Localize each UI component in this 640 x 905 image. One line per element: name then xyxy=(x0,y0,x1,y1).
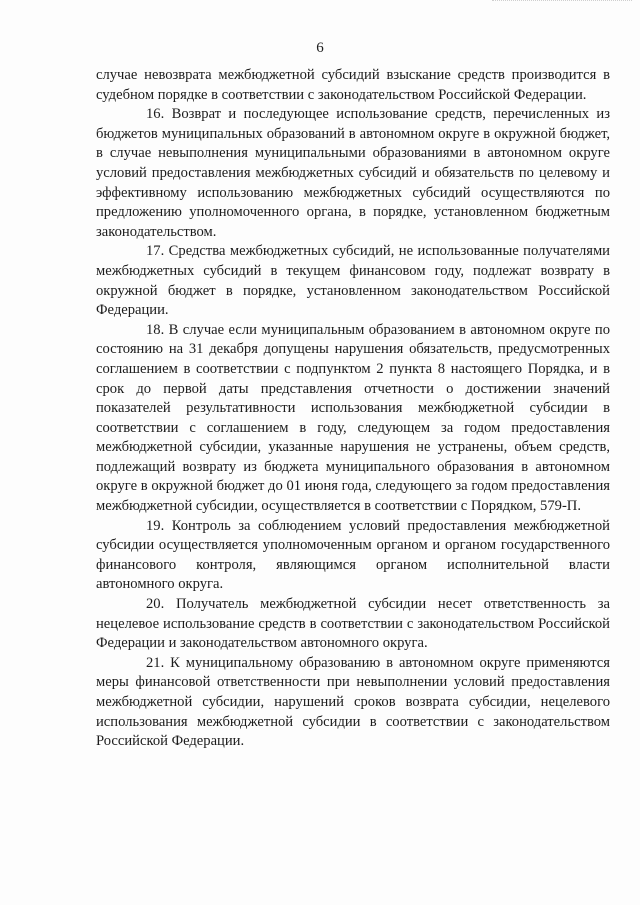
paragraph-17: 17. Средства межбюджетных субсидий, не использованные получателями межбюджетных субсидий в текущем финансовом году, подлежат возврату в окружной бюджет в порядке, установленном законодательством Российской Федерации. xyxy=(96,243,610,319)
page-number: 6 xyxy=(316,40,324,56)
paragraph-20: 20. Получатель межбюджетной субсидии несет ответственность за нецелевое использование средств в соответствии с законодательством Российской Федерации и законодательством автономного округа. xyxy=(96,596,610,652)
paragraph-continuation: случае невозврата межбюджетной субсидий взыскание средств производится в судебном порядке в соответствии с законодательством Российской Федерации. xyxy=(96,67,610,103)
paragraph-16: 16. Возврат и последующее использование средств, перечисленных из бюджетов муниципальных образований в автономном округе в окружной бюджет, в случае невыполнения муниципальными образованиями в автономном округе условий предоставления межбюджетных субсидий и обязательств по целевому и эффективному использованию межбюджетных субсидий осуществляются по предложению уполномоченного органа, в порядке, установленном бюджетным законодательством. xyxy=(96,106,610,240)
document-body xyxy=(96,66,610,752)
paragraph-18: 18. В случае если муниципальным образованием в автономном округе по состоянию на 31 декабря допущены нарушения обязательств, предусмотренных соглашением в соответствии с подпунктом 2 пункта 8 настоящего Порядка, и в срок до первой даты представления отчетности о достижении значений показателей результативности использования межбюджетной субсидии в соответствии с соглашением в году, следующем за годом предоставления межбюджетной субсидии, указанные нарушения не устранены, объем средств, подлежащий возврату из бюджета муниципального образования в автономном округе в окружной бюджет до 01 июня года, следующего за годом предоставления межбюджетной субсидии, осуществляется в соответствии с Порядком, 579-П. xyxy=(96,321,610,515)
paragraph-19: 19. Контроль за соблюдением условий предоставления межбюджетной субсидии осуществляется уполномоченным органом и органом государственного финансового контроля, являющимся органом исполнительной власти автономного округа. xyxy=(96,517,610,593)
scan-edge-mark xyxy=(492,0,632,3)
paragraph-21: 21. К муниципальному образованию в автономном округе применяются меры финансовой ответственности при невыполнении условий предоставления межбюджетной субсидии, нарушений сроков возврата субсидии, нецелевого использования межбюджетной субсидии в соответствии с законодательством Российской Федерации. xyxy=(96,654,610,750)
